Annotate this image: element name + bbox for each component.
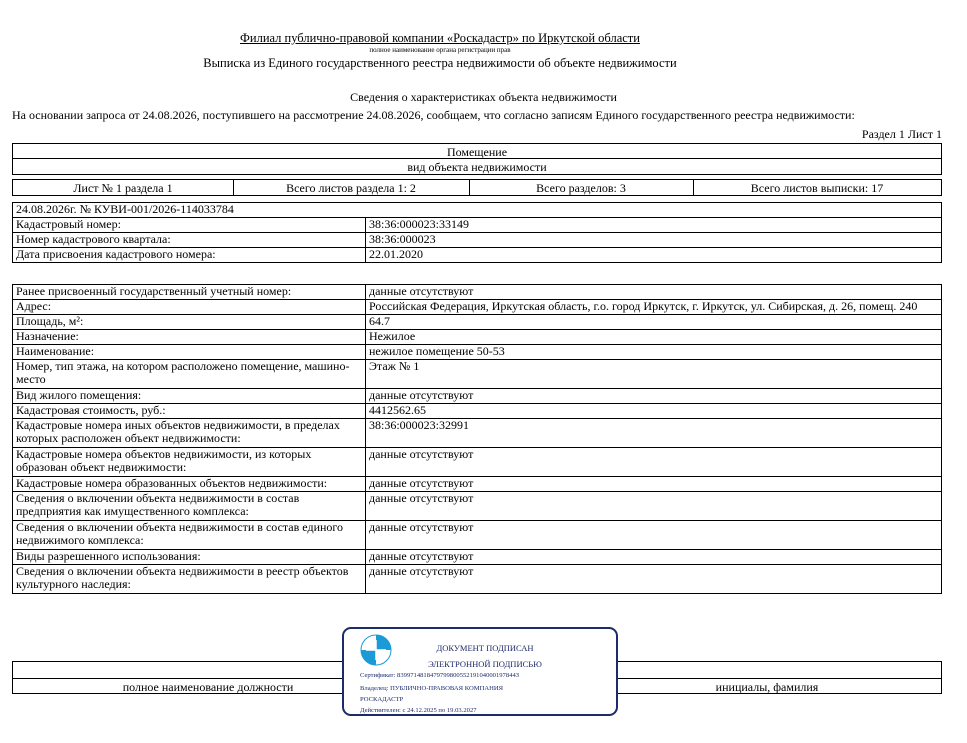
detail-label: Виды разрешенного использования: — [13, 550, 366, 565]
table-row — [13, 360, 942, 389]
position-caption: полное наименование должности — [122, 680, 294, 694]
table-row — [13, 492, 942, 521]
organization-caption: полное наименование органа регистрации прав — [369, 46, 511, 54]
detail-label: Назначение: — [13, 330, 366, 345]
table-row — [13, 419, 942, 448]
detail-value: Этаж № 1 — [366, 360, 942, 389]
object-type-box — [12, 143, 942, 175]
object-type: Помещение — [446, 145, 508, 159]
sheets-total: Всего листов выписки: 17 — [750, 181, 884, 195]
record-table — [12, 202, 942, 263]
record-number: 24.08.2026г. № КУВИ-001/2026-114033784 — [13, 203, 942, 218]
table-row — [13, 521, 942, 550]
table-row — [13, 448, 942, 477]
detail-label: Сведения о включении объекта недвижимости в реестр объектов культурного наследия: — [13, 565, 366, 594]
sheets-in-section: Всего листов раздела 1: 2 — [286, 181, 416, 195]
document-title: Выписка из Единого государственного реестра недвижимости об объекте недвижимости — [203, 56, 677, 70]
sections-total: Всего разделов: 3 — [536, 181, 626, 195]
detail-value: данные отсутствуют — [366, 550, 942, 565]
detail-value: данные отсутствуют — [366, 521, 942, 550]
detail-value: Российская Федерация, Иркутская область, г.о. город Иркутск, г. Иркутск, ул. Сибирская, д. 26, помещ. 240 — [366, 300, 942, 315]
object-type-caption: вид объекта недвижимости — [407, 160, 547, 174]
table-row — [13, 345, 942, 360]
stamp-validity: Действителен: с 24.12.2025 по 19.03.2027 — [360, 707, 477, 714]
stamp-subtitle: ЭЛЕКТРОННОЙ ПОДПИСЬЮ — [428, 659, 542, 669]
table-row — [13, 300, 942, 315]
stamp-title: ДОКУМЕНТ ПОДПИСАН — [436, 643, 534, 653]
table-row — [13, 565, 942, 594]
detail-label: Кадастровая стоимость, руб.: — [13, 404, 366, 419]
detail-label: Сведения о включении объекта недвижимости в состав предприятия как имущественного комплекса: — [13, 492, 366, 521]
detail-label: Номер, тип этажа, на котором расположено помещение, машино-место — [13, 360, 366, 389]
e-signature-stamp — [342, 627, 618, 716]
table-row — [13, 248, 942, 263]
quarter-number-value: 38:36:000023 — [366, 233, 942, 248]
detail-value: данные отсутствуют — [366, 285, 942, 300]
name-caption: инициалы, фамилия — [715, 680, 819, 694]
table-row — [13, 285, 942, 300]
table-row — [13, 477, 942, 492]
sheets-info-box — [12, 179, 942, 196]
detail-label: Кадастровые номера иных объектов недвижимости, в пределах которых расположен объект недвижимости: — [13, 419, 366, 448]
section-title: Сведения о характеристиках объекта недвижимости — [350, 90, 617, 104]
details-table — [12, 284, 942, 594]
detail-label: Адрес: — [13, 300, 366, 315]
stamp-owner: Владелец: ПУБЛИЧНО-ПРАВОВАЯ КОМПАНИЯ — [360, 685, 504, 692]
intro-text: На основании запроса от 24.08.2026, поступившего на рассмотрение 24.08.2026, сообщаем, что согласно записям Единого государственного реестра недвижимости: — [12, 108, 855, 122]
table-row — [13, 315, 942, 330]
table-row — [13, 550, 942, 565]
detail-value: данные отсутствуют — [366, 492, 942, 521]
table-row — [13, 330, 942, 345]
quarter-number-label: Номер кадастрового квартала: — [13, 233, 366, 248]
detail-value: 38:36:000023:32991 — [366, 419, 942, 448]
detail-label: Кадастровые номера объектов недвижимости, из которых образован объект недвижимости: — [13, 448, 366, 477]
record-number-row — [13, 203, 942, 218]
detail-value: Нежилое — [366, 330, 942, 345]
section-sheet-label: Раздел 1 Лист 1 — [861, 127, 942, 141]
table-row — [13, 218, 942, 233]
detail-label: Наименование: — [13, 345, 366, 360]
organization-name: Филиал публично-правовой компании «Роскадастр» по Иркутской области — [240, 31, 640, 45]
detail-value: данные отсутствуют — [366, 389, 942, 404]
detail-value: данные отсутствуют — [366, 565, 942, 594]
detail-label: Ранее присвоенный государственный учетный номер: — [13, 285, 366, 300]
cadastral-number-value: 38:36:000023:33149 — [366, 218, 942, 233]
detail-value: нежилое помещение 50-53 — [366, 345, 942, 360]
stamp-certificate: Сертификат: 839971481847979980055219104000197844З — [360, 672, 520, 679]
table-row — [13, 404, 942, 419]
stamp-owner-name: РОСКАДАСТР — [360, 696, 404, 703]
detail-value: данные отсутствуют — [366, 477, 942, 492]
detail-label: Площадь, м²: — [13, 315, 366, 330]
detail-label: Кадастровые номера образованных объектов недвижимости: — [13, 477, 366, 492]
detail-value: данные отсутствуют — [366, 448, 942, 477]
detail-value: 64.7 — [366, 315, 942, 330]
assignment-date-label: Дата присвоения кадастрового номера: — [13, 248, 366, 263]
detail-label: Сведения о включении объекта недвижимости в состав единого недвижимого комплекса: — [13, 521, 366, 550]
sheet-number: Лист № 1 раздела 1 — [73, 181, 173, 195]
table-row — [13, 389, 942, 404]
assignment-date-value: 22.01.2020 — [366, 248, 942, 263]
table-row — [13, 233, 942, 248]
cadastral-number-label: Кадастровый номер: — [13, 218, 366, 233]
detail-label: Вид жилого помещения: — [13, 389, 366, 404]
detail-value: 4412562.65 — [366, 404, 942, 419]
